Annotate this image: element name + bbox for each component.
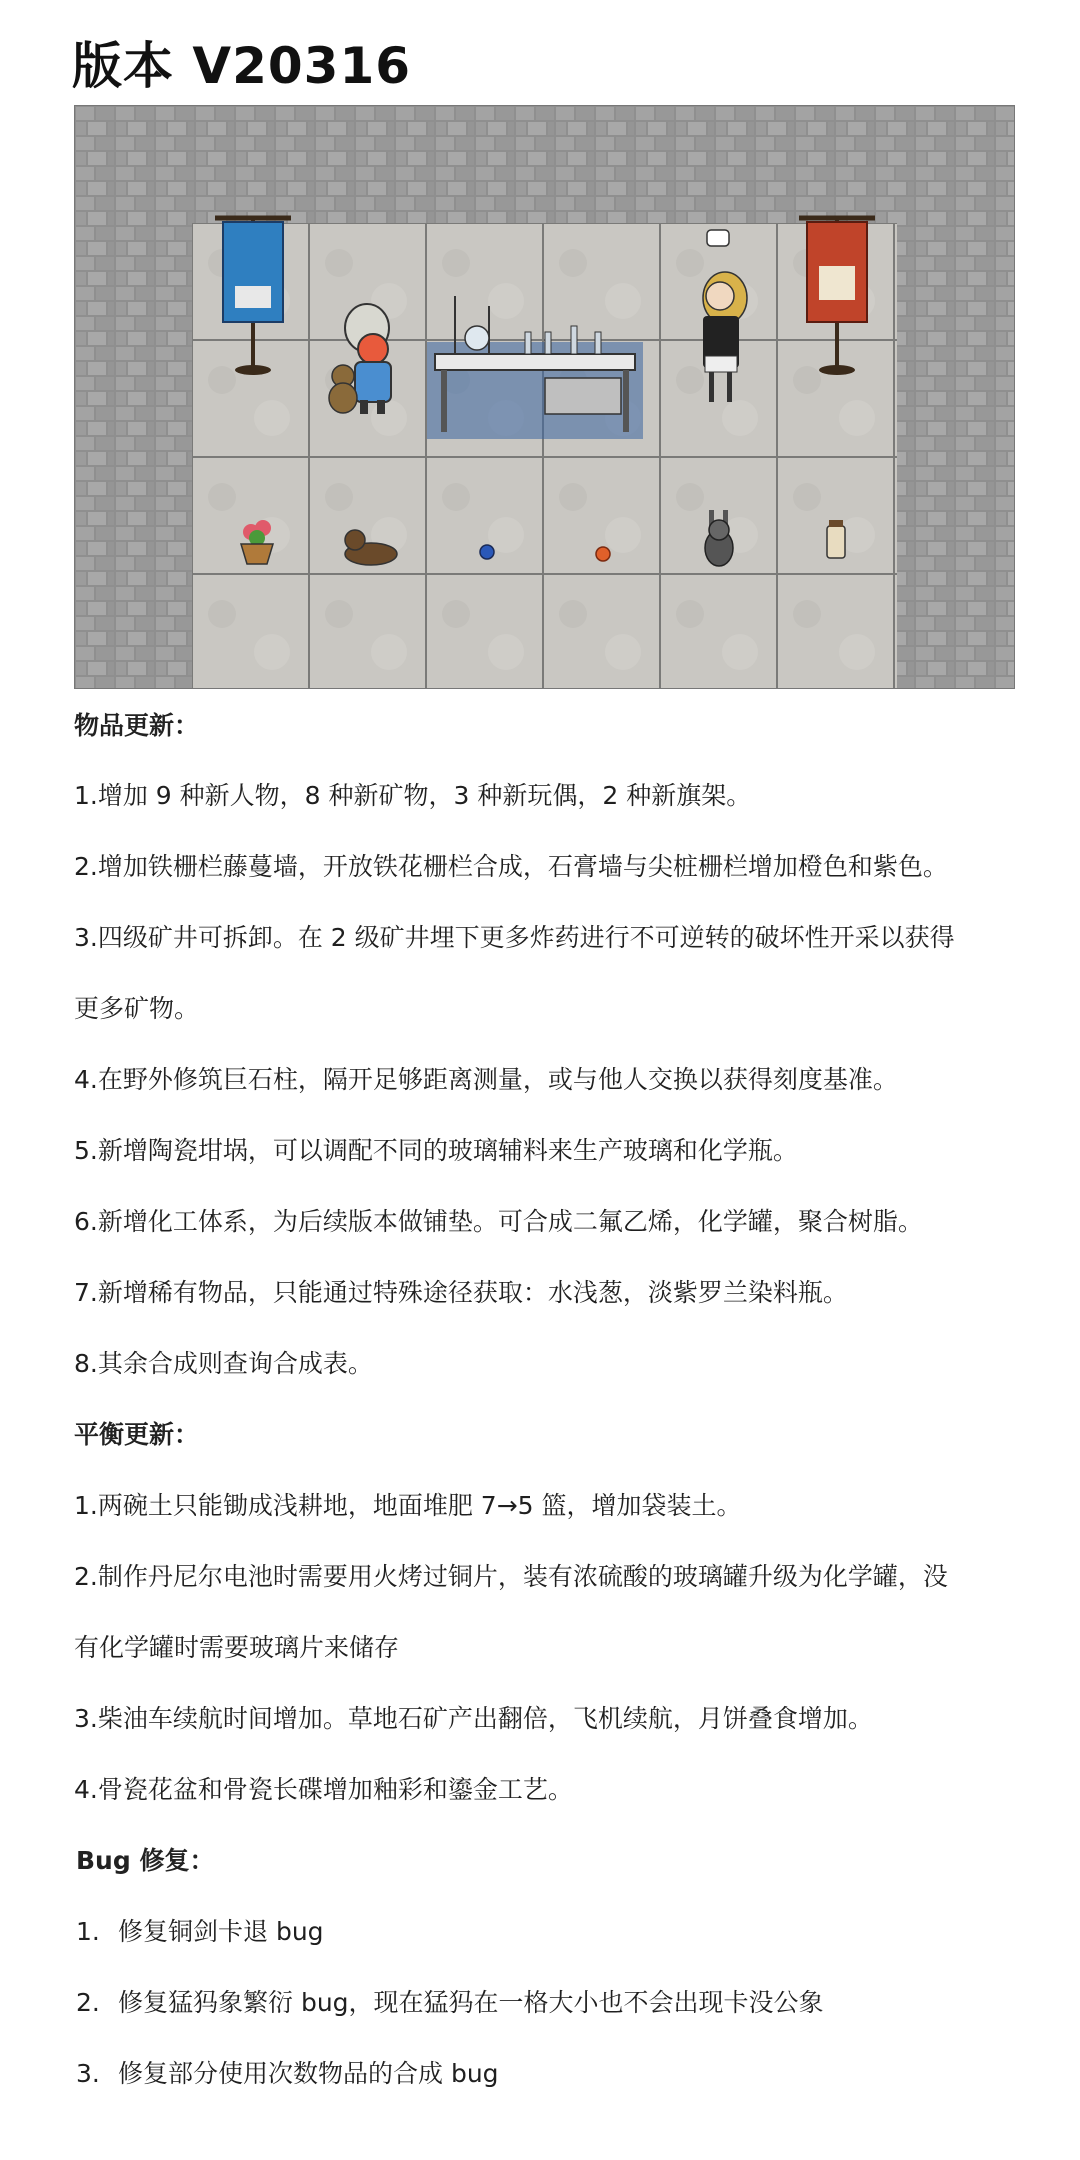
bug-fix-number: 2. <box>76 1988 100 2017</box>
balance-update-heading: 平衡更新： <box>74 1420 200 1449</box>
bug-fix-text: 修复铜剑卡退 bug <box>118 1917 324 1946</box>
chemical-jar-icon <box>827 520 845 558</box>
balance-update-line: 2.制作丹尼尔电池时需要用火烤过铜片，装有浓硫酸的玻璃罐升级为化学罐，没 <box>74 1562 948 1591</box>
balance-update-line: 3.柴油车续航时间增加。草地石矿产出翻倍，飞机续航，月饼叠食增加。 <box>74 1704 873 1733</box>
items-update-line: 8.其余合成则查询合成表。 <box>74 1349 373 1378</box>
bug-fix-text: 修复部分使用次数物品的合成 bug <box>118 2059 499 2088</box>
bug-fix-item <box>76 1912 1036 1948</box>
bug-fix-item <box>76 1983 1036 2019</box>
game-screenshot <box>74 105 1015 689</box>
bug-fix-number: 3. <box>76 2059 100 2088</box>
bug-fix-number: 1. <box>76 1917 100 1946</box>
items-update-line: 4.在野外修筑巨石柱，隔开足够距离测量，或与他人交换以获得刻度基准。 <box>74 1065 898 1094</box>
items-update-line: 7.新增稀有物品，只能通过特殊途径获取：水浅葱，淡紫罗兰染料瓶。 <box>74 1278 848 1307</box>
items-update-line: 2.增加铁栅栏藤蔓墙，开放铁花栅栏合成，石膏墙与尖桩栅栏增加橙色和紫色。 <box>74 852 948 881</box>
items-update-line: 1.增加 9 种新人物，8 种新矿物，3 种新玩偶，2 种新旗架。 <box>74 781 752 810</box>
page-title: 版本 V20316 <box>72 37 412 95</box>
blue-ore-icon <box>480 545 494 559</box>
balance-update-line: 4.骨瓷花盆和骨瓷长碟增加釉彩和鎏金工艺。 <box>74 1775 573 1804</box>
items-update-line: 3.四级矿井可拆卸。在 2 级矿井埋下更多炸药进行不可逆转的破坏性开采以获得 <box>74 923 955 952</box>
items-update-line: 更多矿物。 <box>74 994 200 1023</box>
items-update-heading: 物品更新： <box>74 711 200 740</box>
bug-fix-item <box>76 2054 1036 2090</box>
items-update-line: 6.新增化工体系，为后续版本做铺垫。可合成二氟乙烯，化学罐，聚合树脂。 <box>74 1207 923 1236</box>
balance-update-line: 1.两碗土只能锄成浅耕地，地面堆肥 7→5 篮，增加袋装土。 <box>74 1491 742 1520</box>
teddy-bear-icon <box>329 365 357 413</box>
bug-fix-text: 修复猛犸象繁衍 bug，现在猛犸在一格大小也不会出现卡没公象 <box>118 1988 824 2017</box>
orange-ore-icon <box>596 547 610 561</box>
bug-fix-heading: Bug 修复： <box>76 1846 215 1875</box>
items-update-line: 5.新增陶瓷坩埚，可以调配不同的玻璃辅料来生产玻璃和化学瓶。 <box>74 1136 798 1165</box>
balance-update-line: 有化学罐时需要玻璃片来储存 <box>74 1633 400 1662</box>
